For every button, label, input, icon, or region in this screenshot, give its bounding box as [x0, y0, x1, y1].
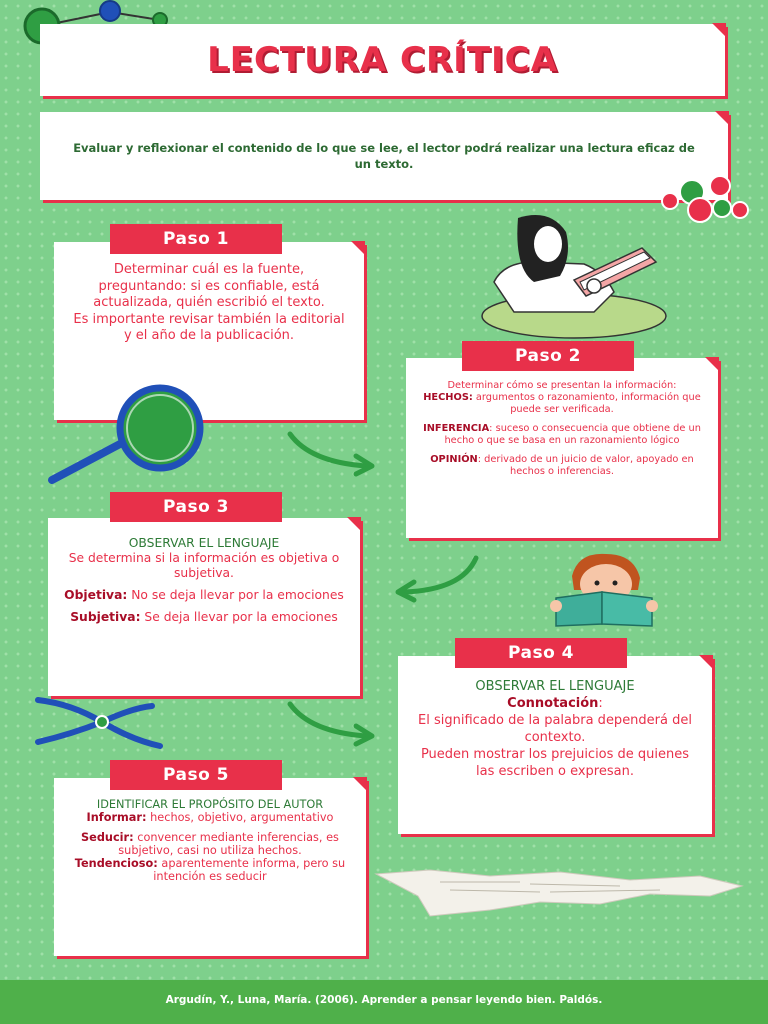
- step-1-card: [54, 242, 364, 420]
- step-5-term-3: Tendencioso:: [74, 857, 158, 870]
- step-2-item-2: [420, 423, 704, 447]
- molecule-cluster-icon: [660, 176, 750, 226]
- step-5-desc-2: convencer mediante inferencias, es subjetivo, casi no utiliza hechos.: [118, 831, 339, 857]
- step-1-text-1: Determinar cuál es la fuente, preguntando: si es confiable, está actualizada, quién escribió el texto.: [93, 262, 325, 310]
- step-4-heading: OBSERVAR EL LENGUAJE: [475, 679, 635, 694]
- step-5-term-2: Seducir:: [81, 831, 134, 844]
- arrow-icon: [286, 700, 378, 746]
- step-2-label: Paso 2: [462, 341, 634, 371]
- step-2-term-2: INFERENCIA: [423, 423, 490, 434]
- step-4-label: Paso 4: [455, 638, 627, 668]
- step-3-item-1: [64, 588, 344, 603]
- intro-card: [40, 112, 728, 200]
- arrow-icon: [286, 430, 378, 476]
- step-2-card: [406, 358, 718, 538]
- step-3-term-1: Objetiva:: [64, 588, 128, 602]
- step-5-item-3: [70, 857, 350, 883]
- step-3-label: Paso 3: [110, 492, 282, 522]
- step-2-desc-3: : derivado de un juicio de valor, apoyado en hechos o inferencias.: [477, 454, 694, 477]
- page-title: LECTURA CRÍTICA: [207, 40, 558, 80]
- step-3-term-2: Subjetiva:: [70, 610, 141, 624]
- intro-text: Evaluar y reflexionar el contenido de lo que se lee, el lector podrá realizar una lectura eficaz de un texto.: [73, 141, 695, 171]
- step-2-desc-1: argumentos o razonamiento, información que puede ser verificada.: [472, 392, 701, 415]
- step-2-term-1: HECHOS:: [423, 392, 473, 403]
- step-5-desc-1: hechos, objetivo, argumentativo: [146, 811, 334, 824]
- step-3-desc-1: No se deja llevar por la emociones: [127, 588, 344, 602]
- step-4-term-line: [414, 695, 696, 712]
- step-1-text-2: Es importante revisar también la editorial y el año de la publicación.: [73, 311, 345, 343]
- step-5-label: Paso 5: [110, 760, 282, 790]
- step-5-item-1: [70, 811, 350, 824]
- step-2-term-3: OPINIÓN: [430, 454, 478, 465]
- step-4-text-1: El significado de la palabra dependerá del contexto.: [418, 713, 692, 745]
- step-5-desc-3: aparentemente informa, pero su intención es seducir: [153, 857, 346, 883]
- step-2-desc-2: : suceso o consecuencia que obtiene de un hecho o que se basa en un razonamiento lógico: [444, 423, 701, 446]
- step-5-term-1: Informar:: [86, 811, 147, 824]
- magnifying-glass-icon: [44, 400, 208, 488]
- step-1-label: Paso 1: [110, 224, 282, 254]
- step-2-item-3: [420, 454, 704, 478]
- step-4-text-2: Pueden mostrar los prejuicios de quienes las escriben o expresan.: [420, 747, 690, 779]
- step-5-heading: IDENTIFICAR EL PROPÓSITO DEL AUTOR: [96, 798, 324, 811]
- step-4-term: Connotación: [507, 696, 599, 711]
- step-3-heading: OBSERVAR EL LENGUAJE: [128, 536, 280, 550]
- title-card: [40, 24, 725, 96]
- step-3-item-2: [64, 610, 344, 625]
- step-5-card: [54, 778, 366, 956]
- reading-woman-illustration: [474, 212, 670, 342]
- reading-child-illustration: [548, 550, 658, 628]
- step-5-item-2: [70, 831, 350, 857]
- torn-paper-icon: [370, 866, 750, 922]
- arrow-icon: [390, 552, 486, 602]
- step-2-intro: Determinar cómo se presentan la información:: [447, 380, 677, 391]
- step-3-desc-2: Se deja llevar por la emociones: [140, 610, 338, 624]
- step-4-term-suffix: :: [598, 696, 603, 711]
- scissors-icon: [32, 694, 172, 752]
- footer-citation: Argudín, Y., Luna, María. (2006). Aprender a pensar leyendo bien. Paldós.: [0, 980, 768, 1024]
- step-3-card: [48, 518, 360, 696]
- step-4-card: [398, 656, 712, 834]
- step-2-item-1: [420, 392, 704, 416]
- step-3-text: Se determina si la información es objetiva o subjetiva.: [68, 551, 340, 580]
